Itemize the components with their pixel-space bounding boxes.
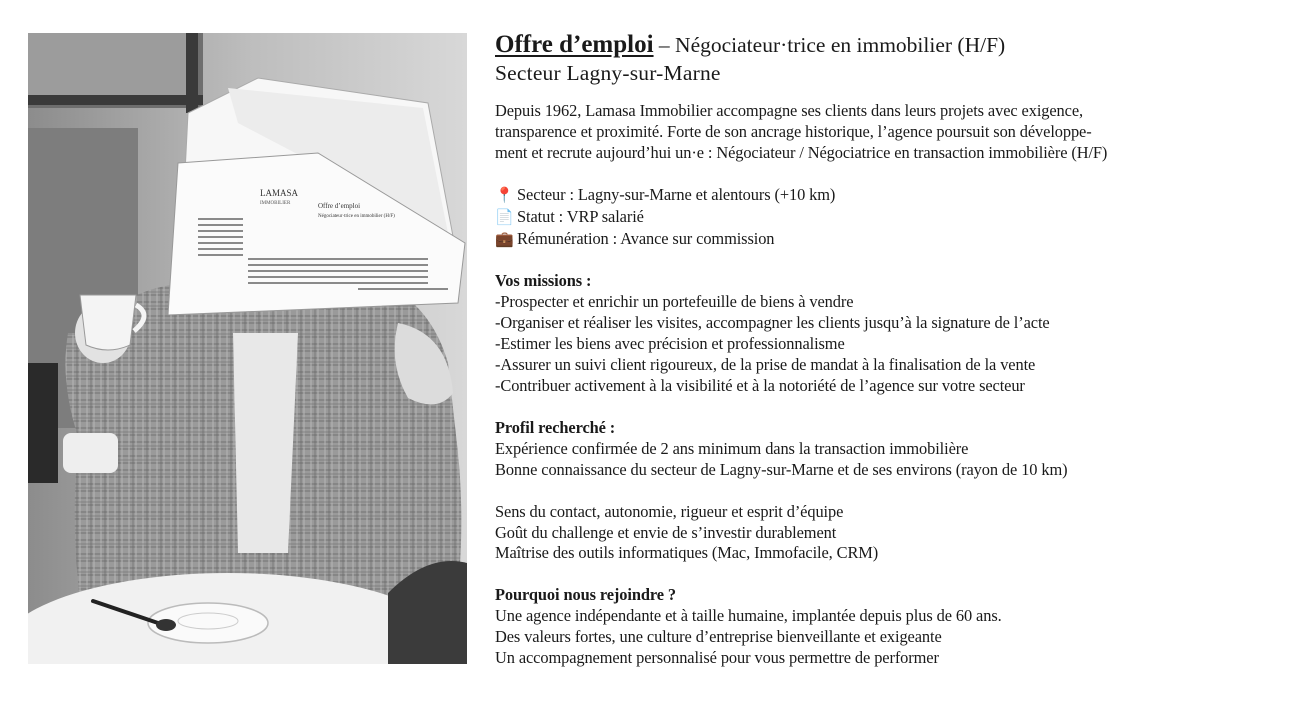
info-item-salary [495, 229, 1285, 251]
title-dash: – [653, 33, 676, 57]
profile-heading: Profil recherché : [495, 417, 616, 437]
missions-section [495, 271, 1285, 396]
newspaper [168, 78, 465, 315]
info-item-sector [495, 185, 1285, 207]
title-main: Offre d’emploi [495, 31, 654, 58]
profile-section [495, 418, 1285, 481]
intro-line: Depuis 1962, Lamasa Immobilier accompagne ses clients dans leurs projets avec exigence, [495, 101, 1083, 120]
why-section [495, 585, 1285, 669]
document-icon: 📄 [495, 209, 514, 226]
why-item: Un accompagnement personnalisé pour vous permettre de performer [495, 648, 939, 668]
info-item-status [495, 207, 1285, 229]
newspaper-reader-illustration [28, 33, 467, 664]
job-offer [495, 30, 1285, 669]
profile-item: Bonne connaissance du secteur de Lagny-sur-Marne et de ses environs (rayon de 10 km) [495, 459, 1068, 479]
page-subtitle: Secteur Lagny-sur-Marne [495, 61, 721, 85]
title-job: Négociateur·trice en immobilier (H/F) [675, 33, 1006, 57]
mission-item: -Estimer les biens avec précision et professionnalisme [495, 334, 845, 354]
mission-item: -Organiser et réaliser les visites, accompagner les clients jusqu’à la signature de l’acte [495, 313, 1050, 333]
newspaper-brand: LAMASA [260, 188, 299, 198]
why-heading: Pourquoi nous rejoindre ? [495, 585, 677, 605]
newspaper-headline: Offre d’emploi [318, 202, 361, 210]
page-title [495, 30, 1285, 60]
info-list [495, 185, 1285, 251]
missions-heading: Vos missions : [495, 271, 592, 291]
briefcase-icon: 💼 [495, 231, 514, 248]
skill-item: Goût du challenge et envie de s’investir durablement [495, 522, 837, 542]
intro-line: transparence et proximité. Forte de son ancrage historique, l’agence poursuit son développe- [495, 121, 1092, 141]
info-text: Statut : VRP salarié [517, 206, 644, 226]
mission-item: -Contribuer activement à la visibilité et à la notoriété de l’agence sur votre secteur [495, 375, 1025, 395]
hero-photo [28, 33, 467, 664]
newspaper-headline-sub: Négociateur·trice en immobilier (H/F) [318, 214, 395, 219]
skill-item: Maîtrise des outils informatiques (Mac, Immofacile, CRM) [495, 543, 879, 563]
skills-section [495, 502, 1285, 565]
newspaper-brand-sub: IMMOBILIER [260, 201, 291, 206]
mission-item: -Prospecter et enrichir un portefeuille de biens à vendre [495, 292, 854, 312]
profile-item: Expérience confirmée de 2 ans minimum dans la transaction immobilière [495, 438, 969, 458]
why-item: Une agence indépendante et à taille humaine, implantée depuis plus de 60 ans. [495, 606, 1002, 626]
info-text: Secteur : Lagny-sur-Marne et alentours (+10 km) [517, 184, 836, 204]
pin-icon: 📍 [495, 187, 514, 204]
info-text: Rémunération : Avance sur commission [517, 228, 775, 248]
skill-item: Sens du contact, autonomie, rigueur et esprit d’équipe [495, 501, 844, 521]
intro-paragraph [495, 101, 1285, 164]
intro-line: ment et recrute aujourd’hui un·e : Négociateur / Négociatrice en transaction immobilière (H/F) [495, 142, 1108, 162]
mission-item: -Assurer un suivi client rigoureux, de la prise de mandat à la finalisation de la vente [495, 355, 1036, 375]
why-item: Des valeurs fortes, une culture d’entreprise bienveillante et exigeante [495, 627, 942, 647]
